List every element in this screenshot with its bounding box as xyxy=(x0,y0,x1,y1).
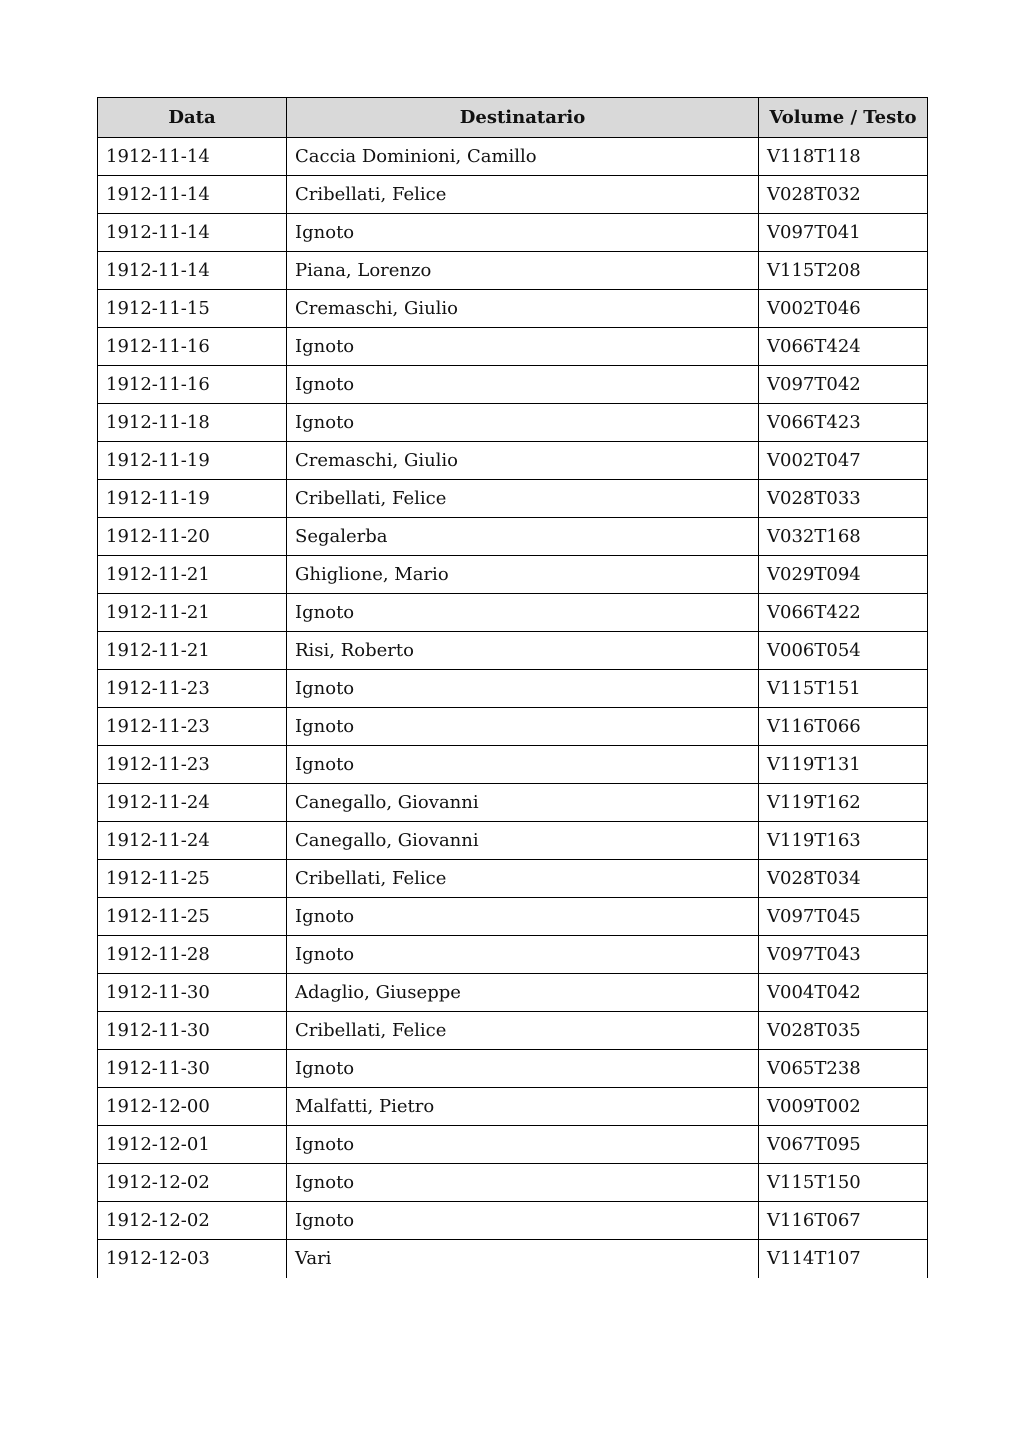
recipient-cell: Piana, Lorenzo xyxy=(287,252,759,290)
date-cell: 1912-11-23 xyxy=(98,670,287,708)
volume-cell: V028T035 xyxy=(759,1012,928,1050)
recipient-cell: Cribellati, Felice xyxy=(287,480,759,518)
date-cell: 1912-12-03 xyxy=(98,1240,287,1278)
date-cell: 1912-11-24 xyxy=(98,784,287,822)
volume-cell: V118T118 xyxy=(759,138,928,176)
table-row xyxy=(98,936,928,974)
table-row xyxy=(98,708,928,746)
recipient-cell: Malfatti, Pietro xyxy=(287,1088,759,1126)
recipient-cell: Ignoto xyxy=(287,1126,759,1164)
volume-cell: V004T042 xyxy=(759,974,928,1012)
date-cell: 1912-11-14 xyxy=(98,176,287,214)
table-row xyxy=(98,1012,928,1050)
recipient-cell: Cremaschi, Giulio xyxy=(287,290,759,328)
date-cell: 1912-11-30 xyxy=(98,1050,287,1088)
volume-cell: V097T043 xyxy=(759,936,928,974)
table-row xyxy=(98,1164,928,1202)
volume-cell: V028T034 xyxy=(759,860,928,898)
table-row xyxy=(98,784,928,822)
volume-cell: V115T150 xyxy=(759,1164,928,1202)
volume-cell: V116T066 xyxy=(759,708,928,746)
table-row xyxy=(98,974,928,1012)
recipient-cell: Ignoto xyxy=(287,328,759,366)
date-cell: 1912-11-16 xyxy=(98,366,287,404)
recipient-cell: Cremaschi, Giulio xyxy=(287,442,759,480)
volume-cell: V097T042 xyxy=(759,366,928,404)
volume-cell: V066T424 xyxy=(759,328,928,366)
table-row xyxy=(98,214,928,252)
volume-cell: V115T208 xyxy=(759,252,928,290)
date-cell: 1912-11-24 xyxy=(98,822,287,860)
volume-cell: V116T067 xyxy=(759,1202,928,1240)
recipient-cell: Ignoto xyxy=(287,594,759,632)
recipient-cell: Canegallo, Giovanni xyxy=(287,822,759,860)
date-cell: 1912-11-21 xyxy=(98,632,287,670)
volume-cell: V119T131 xyxy=(759,746,928,784)
volume-cell: V028T033 xyxy=(759,480,928,518)
table-row xyxy=(98,822,928,860)
recipient-cell: Ignoto xyxy=(287,746,759,784)
recipient-cell: Cribellati, Felice xyxy=(287,176,759,214)
recipient-cell: Segalerba xyxy=(287,518,759,556)
table-row xyxy=(98,442,928,480)
letters-table xyxy=(97,97,928,1278)
recipient-cell: Ignoto xyxy=(287,670,759,708)
date-cell: 1912-11-23 xyxy=(98,708,287,746)
recipient-cell: Ignoto xyxy=(287,366,759,404)
volume-cell: V028T032 xyxy=(759,176,928,214)
date-cell: 1912-12-00 xyxy=(98,1088,287,1126)
table-row xyxy=(98,328,928,366)
table-row xyxy=(98,1126,928,1164)
recipient-cell: Ignoto xyxy=(287,1164,759,1202)
table-row xyxy=(98,290,928,328)
date-cell: 1912-11-23 xyxy=(98,746,287,784)
recipient-cell: Cribellati, Felice xyxy=(287,1012,759,1050)
table-row xyxy=(98,404,928,442)
date-cell: 1912-11-25 xyxy=(98,860,287,898)
header-row xyxy=(98,98,928,138)
volume-cell: V114T107 xyxy=(759,1240,928,1278)
recipient-cell: Ignoto xyxy=(287,1050,759,1088)
recipient-cell: Ignoto xyxy=(287,936,759,974)
header-volume: Volume / Testo xyxy=(759,98,928,138)
header-date: Data xyxy=(98,98,287,138)
date-cell: 1912-11-21 xyxy=(98,556,287,594)
volume-cell: V006T054 xyxy=(759,632,928,670)
table-row xyxy=(98,670,928,708)
table-row xyxy=(98,556,928,594)
recipient-cell: Ignoto xyxy=(287,1202,759,1240)
table-row xyxy=(98,898,928,936)
date-cell: 1912-11-28 xyxy=(98,936,287,974)
header-recipient: Destinatario xyxy=(287,98,759,138)
date-cell: 1912-11-30 xyxy=(98,1012,287,1050)
volume-cell: V066T423 xyxy=(759,404,928,442)
volume-cell: V002T046 xyxy=(759,290,928,328)
table-body xyxy=(98,138,928,1278)
date-cell: 1912-11-21 xyxy=(98,594,287,632)
recipient-cell: Ghiglione, Mario xyxy=(287,556,759,594)
table-row xyxy=(98,480,928,518)
table-row xyxy=(98,1240,928,1278)
volume-cell: V065T238 xyxy=(759,1050,928,1088)
table-row xyxy=(98,518,928,556)
date-cell: 1912-11-19 xyxy=(98,480,287,518)
volume-cell: V097T041 xyxy=(759,214,928,252)
date-cell: 1912-11-14 xyxy=(98,214,287,252)
date-cell: 1912-11-30 xyxy=(98,974,287,1012)
date-cell: 1912-11-25 xyxy=(98,898,287,936)
table-row xyxy=(98,176,928,214)
table-row xyxy=(98,594,928,632)
table-row xyxy=(98,366,928,404)
recipient-cell: Vari xyxy=(287,1240,759,1278)
recipient-cell: Canegallo, Giovanni xyxy=(287,784,759,822)
table-header xyxy=(98,98,928,138)
volume-cell: V119T162 xyxy=(759,784,928,822)
date-cell: 1912-11-16 xyxy=(98,328,287,366)
volume-cell: V002T047 xyxy=(759,442,928,480)
table-row xyxy=(98,1088,928,1126)
recipient-cell: Ignoto xyxy=(287,898,759,936)
date-cell: 1912-11-14 xyxy=(98,252,287,290)
table-row xyxy=(98,632,928,670)
date-cell: 1912-12-01 xyxy=(98,1126,287,1164)
table-row xyxy=(98,1202,928,1240)
table-row xyxy=(98,252,928,290)
date-cell: 1912-11-18 xyxy=(98,404,287,442)
volume-cell: V032T168 xyxy=(759,518,928,556)
date-cell: 1912-12-02 xyxy=(98,1164,287,1202)
volume-cell: V115T151 xyxy=(759,670,928,708)
recipient-cell: Ignoto xyxy=(287,214,759,252)
recipient-cell: Risi, Roberto xyxy=(287,632,759,670)
recipient-cell: Adaglio, Giuseppe xyxy=(287,974,759,1012)
table-row xyxy=(98,860,928,898)
recipient-cell: Ignoto xyxy=(287,404,759,442)
date-cell: 1912-11-14 xyxy=(98,138,287,176)
volume-cell: V067T095 xyxy=(759,1126,928,1164)
recipient-cell: Caccia Dominioni, Camillo xyxy=(287,138,759,176)
volume-cell: V066T422 xyxy=(759,594,928,632)
date-cell: 1912-11-15 xyxy=(98,290,287,328)
recipient-cell: Ignoto xyxy=(287,708,759,746)
volume-cell: V119T163 xyxy=(759,822,928,860)
table-row xyxy=(98,1050,928,1088)
volume-cell: V009T002 xyxy=(759,1088,928,1126)
table-row xyxy=(98,138,928,176)
date-cell: 1912-11-20 xyxy=(98,518,287,556)
date-cell: 1912-11-19 xyxy=(98,442,287,480)
volume-cell: V097T045 xyxy=(759,898,928,936)
volume-cell: V029T094 xyxy=(759,556,928,594)
date-cell: 1912-12-02 xyxy=(98,1202,287,1240)
recipient-cell: Cribellati, Felice xyxy=(287,860,759,898)
table-row xyxy=(98,746,928,784)
